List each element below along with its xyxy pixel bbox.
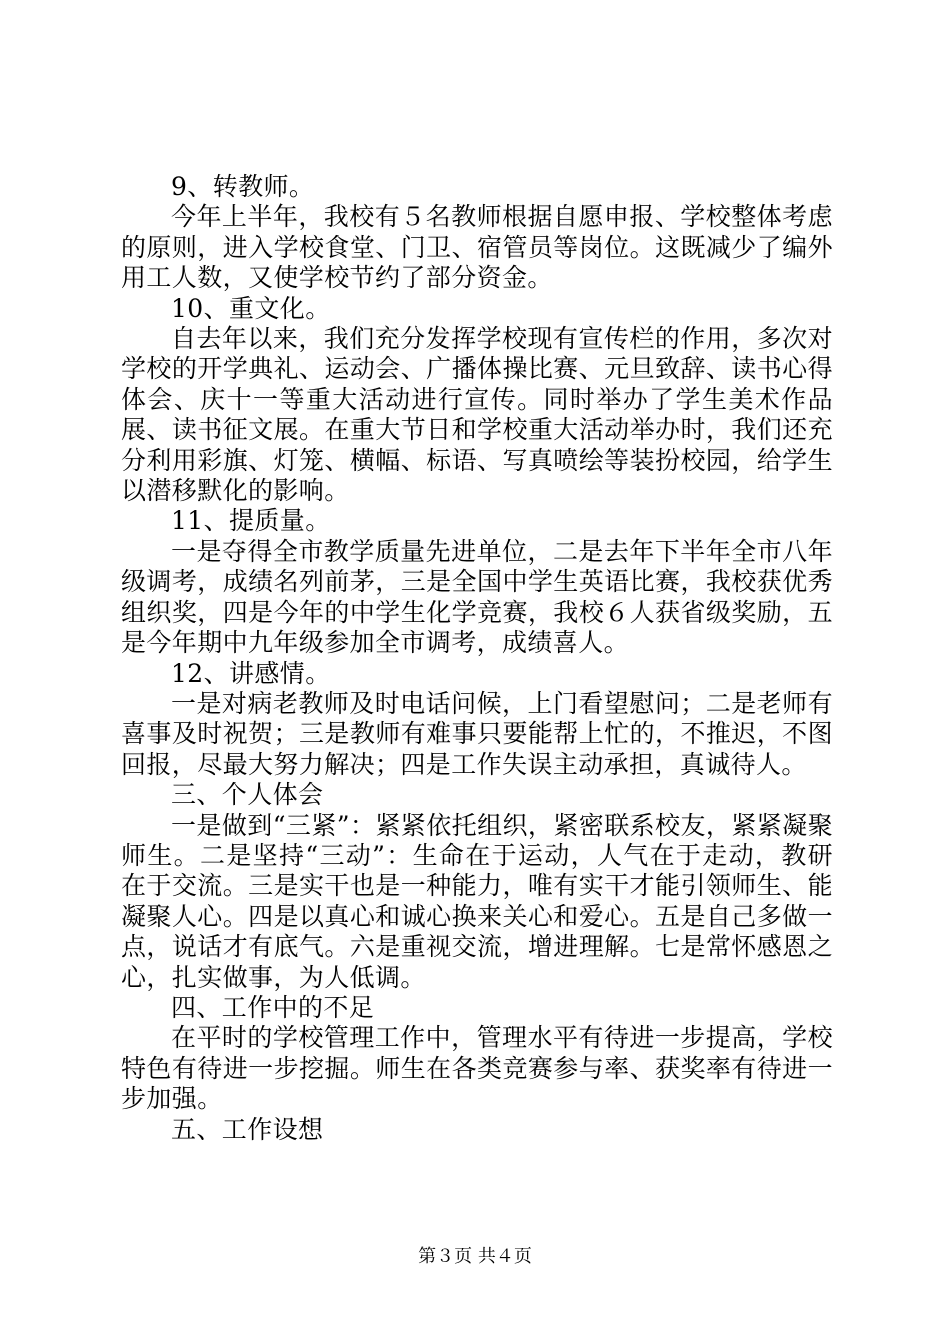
paragraph: 在平时的学校管理工作中，管理水平有待进一步提高，学校特色有待进一步挖掘。师生在各类竞赛参与率、获奖率有待进一步加强。 <box>121 1023 833 1114</box>
page-footer: 第３页 共４页 <box>418 1246 532 1267</box>
section-heading: 11、提质量。 <box>171 506 331 536</box>
section-heading: 10、重文化。 <box>171 293 331 323</box>
document-body <box>121 172 833 1145</box>
paragraph: 一是夺得全市教学质量先进单位，二是去年下半年全市八年级调考，成绩名列前茅，三是全国中学生英语比赛，我校获优秀组织奖，四是今年的中学生化学竞赛，我校６人获省级奖励，五是今年期中九年级参加全市调考，成绩喜人。 <box>121 536 833 658</box>
section-heading: 12、讲感情。 <box>171 658 331 688</box>
section-heading: 四、工作中的不足 <box>171 992 375 1022</box>
paragraph: 自去年以来，我们充分发挥学校现有宣传栏的作用，多次对学校的开学典礼、运动会、广播体操比赛、元旦致辞、读书心得体会、庆十一等重大活动进行宣传。同时举办了学生美术作品展、读书征文展。在重大节日和学校重大活动举办时，我们还充分利用彩旗、灯笼、横幅、标语、写真喷绘等装扮校园，给学生以潜移默化的影响。 <box>121 324 833 506</box>
section-heading: 五、工作设想 <box>171 1114 324 1144</box>
section-heading: 三、个人体会 <box>171 780 324 810</box>
paragraph: 今年上半年，我校有５名教师根据自愿申报、学校整体考虑的原则，进入学校食堂、门卫、宿管员等岗位。这既减少了编外用工人数，又使学校节约了部分资金。 <box>121 202 833 293</box>
paragraph: 一是做到“三紧”：紧紧依托组织，紧密联系校友，紧紧凝聚师生。二是坚持“三动”：生命在于运动，人气在于走动，教研在于交流。三是实干也是一种能力，唯有实干才能引领师生、能凝聚人心。四是以真心和诚心换来关心和爱心。五是自己多做一点，说话才有底气。六是重视交流，增进理解。七是常怀感恩之心，扎实做事，为人低调。 <box>121 810 833 992</box>
section-heading: 9、转教师。 <box>171 172 315 201</box>
paragraph: 一是对病老教师及时电话问候，上门看望慰问；二是老师有喜事及时祝贺；三是教师有难事只要能帮上忙的，不推迟，不图回报，尽最大努力解决；四是工作失误主动承担，真诚待人。 <box>121 688 833 779</box>
